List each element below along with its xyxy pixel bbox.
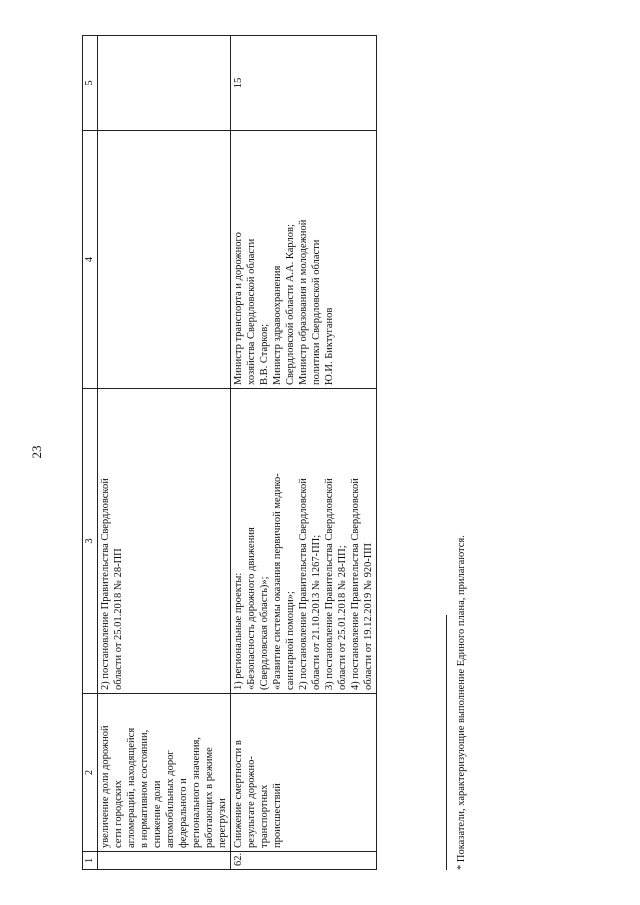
indicator-cell-line: федерального и — [178, 778, 189, 848]
table-row — [231, 36, 377, 870]
indicator-cell-line: агломераций, находящейся — [126, 727, 137, 848]
indicator-cell-line: транспортных — [259, 784, 270, 848]
header-col-4: 4 — [83, 131, 98, 389]
documents-cell-line: области от 25.01.2018 № 28-ПП — [113, 548, 124, 690]
row-number: 62. — [231, 852, 377, 870]
footnote-text: * Показатели, характеризующие выполнение Единого плана, прилагаются. — [456, 535, 467, 870]
header-col-2: 2 — [83, 694, 98, 852]
indicator-cell — [98, 694, 231, 852]
responsible-cell-line: политики Свердловской области — [311, 239, 322, 385]
documents-cell — [98, 389, 231, 694]
responsible-cell-line: Свердловской области А.А. Карлов; — [285, 224, 296, 385]
indicator-cell-line: регионального значения, — [191, 737, 202, 848]
documents-cell-line: 4) постановление Правительства Свердловской — [350, 478, 361, 690]
responsible-cell-line: Министр образования и молодежной — [298, 219, 309, 385]
indicator-cell-line: перегрузки — [217, 798, 228, 848]
footnote-rule — [446, 615, 447, 870]
indicator-cell-line: в нормативном состоянии, — [139, 729, 150, 848]
plan-table — [82, 35, 377, 870]
documents-cell-line: 1) региональные проекты: — [233, 572, 244, 690]
indicator-cell-line: сети городских — [113, 780, 124, 848]
documents-cell-line: санитарной помощи»; — [285, 591, 296, 690]
responsible-cell-line: хозяйства Свердловской области — [246, 238, 257, 385]
indicator-cell-line: автомобильных дорог — [165, 750, 176, 848]
footnote-region — [444, 80, 484, 870]
table-row — [98, 36, 231, 870]
header-col-3: 3 — [83, 389, 98, 694]
indicator-cell — [231, 694, 377, 852]
indicator-cell-line: Снижение смертности в — [233, 740, 244, 848]
responsible-cell — [98, 131, 231, 389]
responsible-cell — [231, 131, 377, 389]
documents-cell-line: (Свердловская область)»; — [259, 576, 270, 690]
documents-cell-line: 2) постановление Правительства Свердловской — [100, 478, 111, 690]
indicator-cell-line: происшествий — [272, 783, 283, 848]
documents-cell-line: 2) постановление Правительства Свердловской — [298, 478, 309, 690]
documents-cell-line: области от 25.01.2018 № 28-ПП; — [337, 545, 348, 690]
documents-cell-line: области от 19.12.2019 № 920-ПП — [363, 543, 374, 690]
responsible-cell-line: Министр транспорта и дорожного — [233, 232, 244, 385]
indicator-cell-line: работающих в режиме — [204, 747, 215, 848]
documents-cell-line: «Безопасность дорожного движения — [246, 527, 257, 690]
header-col-1: 1 — [83, 852, 98, 870]
documents-cell-line: 3) постановление Правительства Свердловской — [324, 478, 335, 690]
indicator-cell-line: результате дорожно- — [246, 756, 257, 848]
row-number — [98, 852, 231, 870]
responsible-cell-line: Ю.И. Биктуганов — [324, 307, 335, 385]
indicator-cell-line: снижение доли — [152, 780, 163, 848]
header-col-5: 5 — [83, 36, 98, 131]
page-number: 23 — [29, 445, 44, 459]
col5-cell: 15 — [231, 36, 377, 131]
header-row — [83, 36, 98, 870]
table-region — [82, 36, 410, 870]
responsible-cell-line: Министр здравоохранения — [272, 265, 283, 385]
responsible-cell-line: В.В. Старков; — [259, 323, 270, 385]
documents-cell — [231, 389, 377, 694]
documents-cell-line: «Развитие системы оказания первичной медико- — [272, 473, 283, 690]
indicator-cell-line: увеличение доли дорожной — [100, 725, 111, 848]
col5-cell — [98, 36, 231, 131]
documents-cell-line: области от 21.10.2013 № 1267-ПП; — [311, 534, 322, 690]
